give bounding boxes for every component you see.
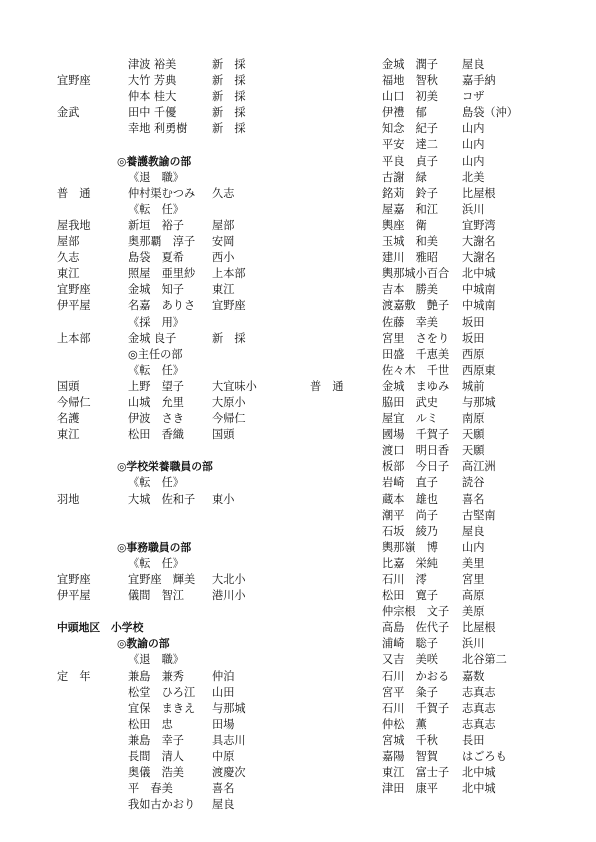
person-name: 國場 千賀子 <box>382 428 450 442</box>
list-item <box>382 331 562 347</box>
person-name: 平良 貞子 <box>382 154 438 168</box>
person-name: 佐々木 千世 <box>382 363 450 377</box>
list-item <box>57 105 357 121</box>
person-name: 《退 職》 <box>128 170 184 184</box>
person-name: 奥那覇 淳子 <box>128 235 196 249</box>
list-item <box>382 250 562 266</box>
list-item <box>57 524 357 540</box>
school-name: 高江洲 <box>462 460 496 474</box>
person-name: 潮平 尚子 <box>382 508 438 522</box>
list-item <box>382 540 562 556</box>
person-name: 佐藤 幸美 <box>382 315 438 329</box>
list-item <box>382 781 562 797</box>
school-name: 天願 <box>462 444 485 458</box>
list-item <box>57 411 357 427</box>
list-item <box>57 234 357 250</box>
list-item <box>382 427 562 443</box>
list-item <box>382 234 562 250</box>
list-item <box>382 508 562 524</box>
section-heading: ◎事務職員の部 <box>117 540 192 554</box>
person-name: 田盛 千恵美 <box>382 347 450 361</box>
list-item <box>57 331 357 347</box>
person-name: 仲村渠むつみ <box>128 186 196 200</box>
list-item <box>382 395 562 411</box>
list-item <box>57 266 357 282</box>
list-item <box>57 202 357 218</box>
person-name: 幸地 利勇樹 <box>128 122 188 136</box>
person-name: 大竹 芳典 <box>128 74 177 88</box>
list-item <box>57 717 357 733</box>
list-item <box>57 395 357 411</box>
school-name: 宜野湾 <box>462 218 496 232</box>
list-item <box>382 701 562 717</box>
list-item <box>382 572 562 588</box>
list-item <box>57 685 357 701</box>
list-item <box>382 73 562 89</box>
school-name: 長田 <box>462 733 485 747</box>
school-from: 金武 <box>57 106 80 120</box>
list-item <box>382 652 562 668</box>
list-item <box>382 282 562 298</box>
school-to: 今帰仁 <box>212 412 246 426</box>
list-item <box>382 379 562 395</box>
person-name: 嘉陽 智賀 <box>382 750 438 764</box>
list-item <box>57 492 357 508</box>
person-name: 高島 佐代子 <box>382 621 450 635</box>
list-item <box>57 363 357 379</box>
list-item <box>382 89 562 105</box>
person-name: 松堂 ひろ江 <box>128 685 196 699</box>
list-item <box>57 298 357 314</box>
list-item <box>57 347 357 363</box>
person-name: 長間 清人 <box>128 750 184 764</box>
school-name: 大謝名 <box>462 251 496 265</box>
school-name: 志真志 <box>462 717 496 731</box>
person-name: 銘苅 鈴子 <box>382 186 438 200</box>
person-name: 輿座 衛 <box>382 218 427 232</box>
section-heading: ◎学校栄養職員の部 <box>117 460 213 474</box>
list-item <box>382 475 562 491</box>
person-name: 屋宜 ルミ <box>382 412 438 426</box>
person-name: 上野 望子 <box>128 379 184 393</box>
list-item <box>57 170 357 186</box>
school-from: 定 年 <box>57 669 91 683</box>
person-name: 金城 潤子 <box>382 58 438 71</box>
person-name: 平安 達二 <box>382 138 438 152</box>
school-from: 伊平屋 <box>57 589 91 603</box>
school-to: 東江 <box>212 283 235 297</box>
list-item <box>57 797 357 813</box>
school-to: 国頭 <box>212 428 235 442</box>
school-to: 新 採 <box>212 90 246 104</box>
school-to: 大原小 <box>212 395 246 409</box>
person-name: 兼島 幸子 <box>128 733 184 747</box>
school-name: 志真志 <box>462 701 496 715</box>
list-item <box>382 669 562 685</box>
school-name: 中城南 <box>462 299 496 313</box>
person-name: 知念 紀子 <box>382 122 438 136</box>
person-name: 岩崎 直子 <box>382 476 438 490</box>
list-item <box>57 186 357 202</box>
list-item <box>382 170 562 186</box>
person-name: 建川 雅昭 <box>382 251 438 265</box>
person-name: 金城 まゆみ <box>382 379 450 393</box>
person-name: 金城 良子 <box>128 331 177 345</box>
list-item <box>57 137 357 153</box>
list-item <box>382 411 562 427</box>
school-to: 西小 <box>212 251 235 265</box>
school-name: 宮里 <box>462 573 485 586</box>
list-item <box>382 266 562 282</box>
list-item <box>57 475 357 491</box>
list-item <box>382 121 562 137</box>
school-from: 東江 <box>57 428 80 442</box>
list-item <box>57 781 357 797</box>
person-name: 宜保 まきえ <box>128 701 196 715</box>
list-item <box>382 315 562 331</box>
person-name: 照屋 亜里紗 <box>128 267 196 281</box>
person-name: 伊禮 郁 <box>382 106 427 120</box>
school-to: 渡慶次 <box>212 766 246 780</box>
person-name: 我如古かおり <box>128 798 196 812</box>
school-from: 名護 <box>57 412 80 426</box>
list-item <box>57 154 357 170</box>
list-item <box>57 572 357 588</box>
school-from: 宜野座 <box>57 74 91 88</box>
person-name: ◎主任の部 <box>128 347 183 361</box>
list-item <box>57 652 357 668</box>
list-item <box>57 218 357 234</box>
list-item <box>382 363 562 379</box>
school-name: 与那城 <box>462 395 496 409</box>
person-name: 石川 澪 <box>382 573 427 586</box>
list-item <box>57 315 357 331</box>
list-item <box>382 717 562 733</box>
school-name: 浜川 <box>462 637 485 651</box>
person-name: 宜野座 輝美 <box>128 573 196 586</box>
person-name: 山城 允里 <box>128 395 184 409</box>
person-name: 《転 任》 <box>128 556 184 570</box>
school-name: 山内 <box>462 154 485 168</box>
list-item <box>57 459 357 475</box>
school-name: 古堅南 <box>462 508 496 522</box>
list-item <box>57 701 357 717</box>
list-item <box>382 636 562 652</box>
list-item <box>57 669 357 685</box>
school-name: 北中城 <box>462 267 496 281</box>
person-name: 松田 寛子 <box>382 589 438 603</box>
person-name: 奥儀 浩美 <box>128 766 184 780</box>
person-name: 兼島 兼秀 <box>128 669 184 683</box>
school-from: 屋部 <box>57 235 80 249</box>
person-name: 玉城 和美 <box>382 235 438 249</box>
person-name: 板部 今日子 <box>382 460 450 474</box>
school-name: コザ <box>462 90 485 104</box>
section-heading: ◎養護教諭の部 <box>117 154 192 168</box>
region-heading: 中頭地区 小学校 <box>57 621 144 635</box>
list-item <box>382 298 562 314</box>
list-item <box>57 73 357 89</box>
list-item <box>382 524 562 540</box>
school-name: はごろも <box>462 750 507 764</box>
school-name: 島袋（沖） <box>462 106 518 120</box>
school-to: 大北小 <box>212 573 246 586</box>
category: 普 通 <box>310 379 344 393</box>
person-name: 輿那嶺 博 <box>382 540 438 554</box>
person-name: 《転 任》 <box>128 202 184 216</box>
school-to: 大宜味小 <box>212 379 257 393</box>
school-name: 山内 <box>462 122 485 136</box>
school-name: 北美 <box>462 170 485 184</box>
person-name: 伊波 さき <box>128 412 184 426</box>
right-column <box>382 57 562 797</box>
person-name: 新垣 裕子 <box>128 218 184 232</box>
person-name: 《採 用》 <box>128 315 184 329</box>
person-name: 石川 千賀子 <box>382 701 450 715</box>
school-from: 久志 <box>57 251 80 265</box>
school-name: 西原東 <box>462 363 496 377</box>
list-item <box>382 620 562 636</box>
person-name: 吉本 勝美 <box>382 283 438 297</box>
person-name: 仲宗根 文子 <box>382 605 450 619</box>
list-item <box>382 749 562 765</box>
school-name: 志真志 <box>462 685 496 699</box>
school-name: 南原 <box>462 412 485 426</box>
person-name: 屋嘉 和江 <box>382 202 438 216</box>
school-name: 西原 <box>462 347 485 361</box>
list-item <box>57 588 357 604</box>
list-item <box>382 588 562 604</box>
person-name: 《転 任》 <box>128 363 184 377</box>
school-name: 屋良 <box>462 58 485 71</box>
list-item <box>57 427 357 443</box>
person-name: 山口 初美 <box>382 90 438 104</box>
school-to: 中原 <box>212 750 235 764</box>
school-name: 北中城 <box>462 766 496 780</box>
person-name: 名嘉 ありさ <box>128 299 196 313</box>
section-heading: ◎教諭の部 <box>117 637 170 651</box>
list-item <box>57 540 357 556</box>
list-item <box>382 765 562 781</box>
list-item <box>382 459 562 475</box>
person-name: 仲本 桂大 <box>128 90 177 104</box>
school-name: 坂田 <box>462 315 485 329</box>
person-name: 輿那城小百合 <box>382 267 450 281</box>
person-name: 津波 裕美 <box>128 58 177 71</box>
person-name: 石坂 綾乃 <box>382 524 438 538</box>
school-to: 屋良 <box>212 798 235 812</box>
school-name: 城前 <box>462 379 485 393</box>
school-name: 北谷第二 <box>462 653 507 667</box>
person-name: 宮里 さをり <box>382 331 450 345</box>
person-name: 渡口 明日香 <box>382 444 450 458</box>
list-item <box>382 733 562 749</box>
school-from: 今帰仁 <box>57 395 91 409</box>
school-name: 美里 <box>462 556 485 570</box>
school-to: 宜野座 <box>212 299 246 313</box>
person-name: 福地 智秋 <box>382 74 438 88</box>
person-name: 東江 富士子 <box>382 766 450 780</box>
left-column <box>57 57 357 813</box>
school-to: 田場 <box>212 717 235 731</box>
list-item <box>57 379 357 395</box>
school-name: 嘉数 <box>462 669 485 683</box>
school-from: 東江 <box>57 267 80 281</box>
person-name: 脇田 武史 <box>382 395 438 409</box>
list-item <box>57 508 357 524</box>
person-name: 松田 香織 <box>128 428 184 442</box>
person-name: 田中 千優 <box>128 106 177 120</box>
person-name: 儀間 智江 <box>128 589 184 603</box>
list-item <box>57 121 357 137</box>
list-item <box>57 749 357 765</box>
school-from: 伊平屋 <box>57 299 91 313</box>
list-item <box>57 765 357 781</box>
list-item <box>382 137 562 153</box>
school-from: 羽地 <box>57 492 80 506</box>
school-to: 屋部 <box>212 218 235 232</box>
school-name: 嘉手納 <box>462 74 496 88</box>
person-name: 渡嘉敷 艶子 <box>382 299 450 313</box>
school-name: 高原 <box>462 589 485 603</box>
list-item <box>57 250 357 266</box>
school-to: 新 採 <box>212 74 246 88</box>
list-item <box>57 443 357 459</box>
list-item <box>57 282 357 298</box>
person-name: 松田 忠 <box>128 717 173 731</box>
person-name: 《退 職》 <box>128 653 184 667</box>
person-name: 島袋 夏希 <box>128 251 184 265</box>
school-from: 上本部 <box>57 331 91 345</box>
person-name: 宮城 千秋 <box>382 733 438 747</box>
school-from: 宜野座 <box>57 283 91 297</box>
list-item <box>382 218 562 234</box>
school-to: 久志 <box>212 186 235 200</box>
person-name: 又吉 美咲 <box>382 653 438 667</box>
list-item <box>382 202 562 218</box>
school-from: 普 通 <box>57 186 91 200</box>
school-from: 宜野座 <box>57 573 91 586</box>
list-item <box>382 443 562 459</box>
school-to: 東小 <box>212 492 235 506</box>
school-to: 新 採 <box>212 331 246 345</box>
school-name: 山内 <box>462 540 485 554</box>
person-name: 平 春美 <box>128 782 173 796</box>
list-item <box>382 556 562 572</box>
list-item <box>382 186 562 202</box>
person-name: 宮平 粂子 <box>382 685 438 699</box>
school-name: 美原 <box>462 605 485 619</box>
school-name: 読谷 <box>462 476 485 490</box>
list-item <box>57 57 357 73</box>
list-item <box>382 492 562 508</box>
school-name: 北中城 <box>462 782 496 796</box>
person-name: 蔵本 雄也 <box>382 492 438 506</box>
school-name: 屋良 <box>462 524 485 538</box>
school-to: 与那城 <box>212 701 246 715</box>
list-item <box>382 105 562 121</box>
school-name: 山内 <box>462 138 485 152</box>
school-to: 新 採 <box>212 122 246 136</box>
list-item <box>57 604 357 620</box>
school-name: 喜名 <box>462 492 485 506</box>
school-to: 具志川 <box>212 733 246 747</box>
person-name: 浦崎 聡子 <box>382 637 438 651</box>
school-name: 浜川 <box>462 202 485 216</box>
school-to: 港川小 <box>212 589 246 603</box>
school-to: 山田 <box>212 685 235 699</box>
school-name: 坂田 <box>462 331 485 345</box>
school-name: 中城南 <box>462 283 496 297</box>
person-name: 金城 知子 <box>128 283 184 297</box>
list-item <box>382 685 562 701</box>
list-item <box>382 154 562 170</box>
school-name: 比屋根 <box>462 186 496 200</box>
list-item <box>382 347 562 363</box>
school-to: 安岡 <box>212 235 235 249</box>
school-to: 新 採 <box>212 106 246 120</box>
school-from: 屋我地 <box>57 218 91 232</box>
list-item <box>57 636 357 652</box>
list-item <box>57 556 357 572</box>
person-name: 津田 康平 <box>382 782 438 796</box>
school-from: 国頭 <box>57 379 80 393</box>
list-item <box>382 604 562 620</box>
school-to: 新 採 <box>212 58 246 71</box>
person-name: 古謝 緑 <box>382 170 427 184</box>
school-name: 大謝名 <box>462 235 496 249</box>
school-to: 上本部 <box>212 267 246 281</box>
school-to: 仲泊 <box>212 669 235 683</box>
school-name: 比屋根 <box>462 621 496 635</box>
person-name: 石川 かおる <box>382 669 450 683</box>
school-name: 天願 <box>462 428 485 442</box>
list-item <box>382 57 562 73</box>
person-name: 大城 佐和子 <box>128 492 196 506</box>
list-item <box>57 620 357 636</box>
list-item <box>57 733 357 749</box>
list-item <box>57 89 357 105</box>
person-name: 《転 任》 <box>128 476 184 490</box>
person-name: 比嘉 栄純 <box>382 556 438 570</box>
person-name: 仲松 薫 <box>382 717 427 731</box>
school-to: 喜名 <box>212 782 235 796</box>
